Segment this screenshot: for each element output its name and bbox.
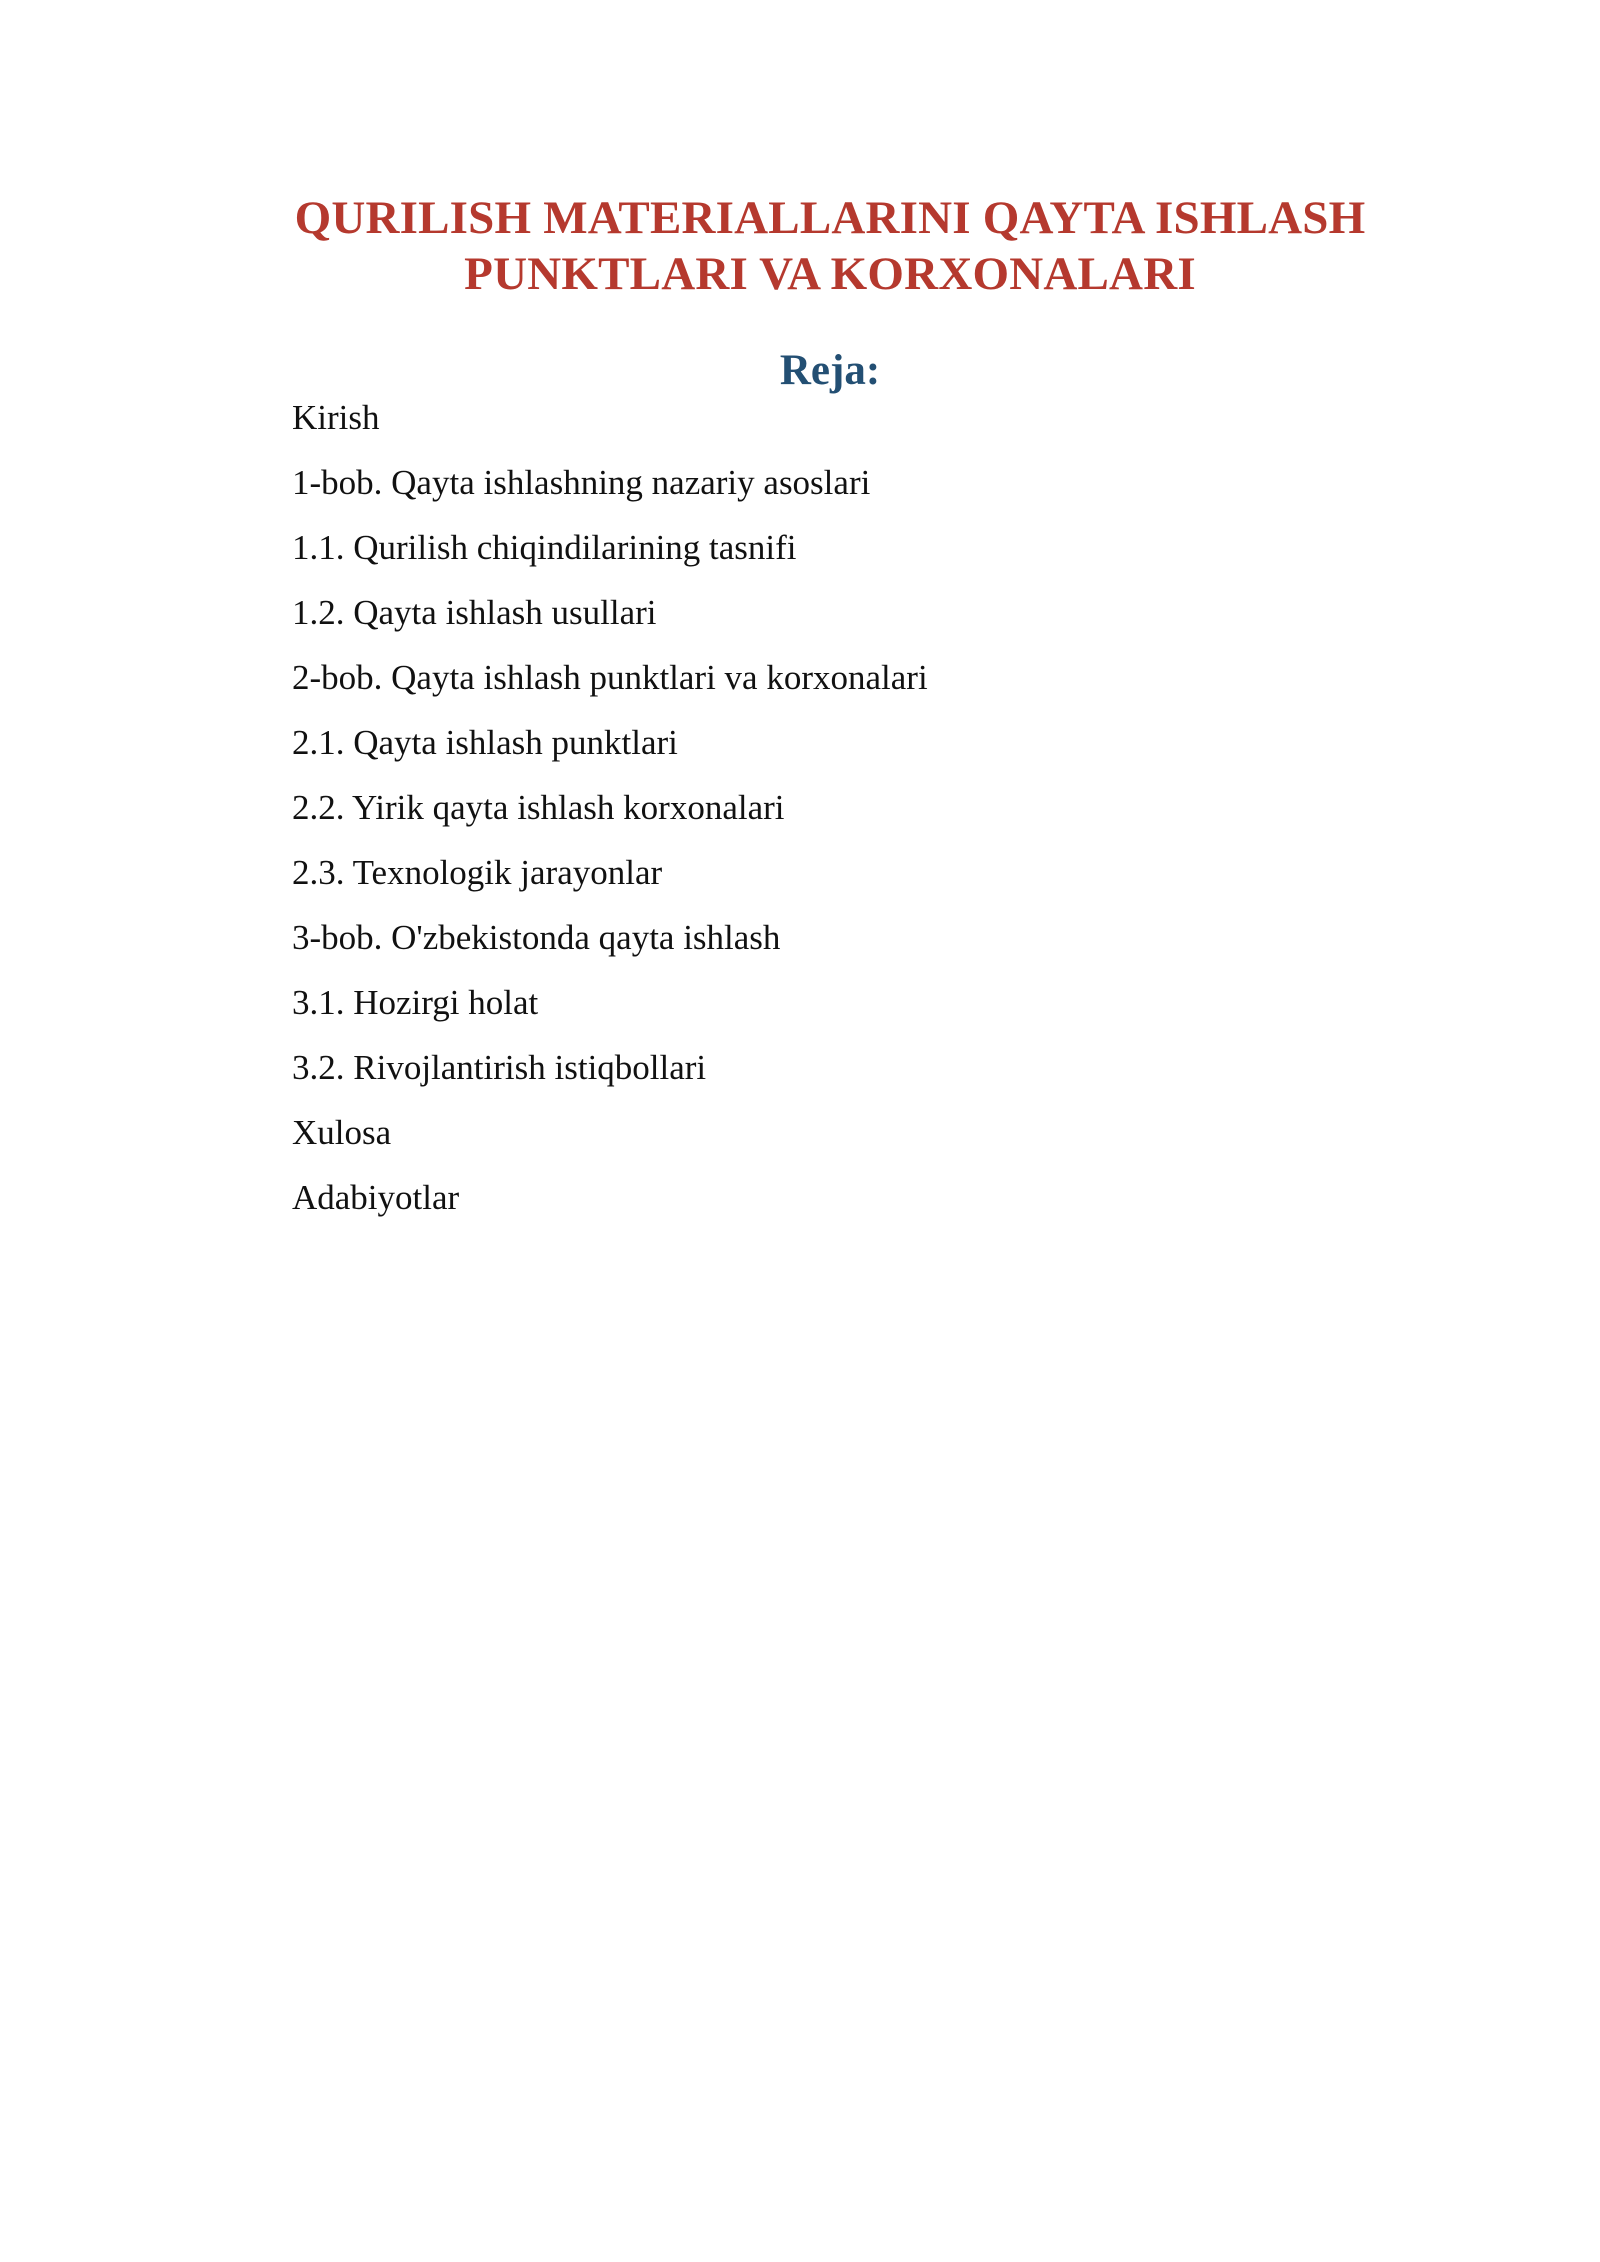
toc-item-section-2-3: 2.3. Texnologik jarayonlar xyxy=(292,853,663,892)
document-title xyxy=(250,190,1410,302)
toc-item-section-1-1: 1.1. Qurilish chiqindilarining tasnifi xyxy=(292,528,797,567)
toc-item-introduction: Kirish xyxy=(292,398,380,437)
plan-heading: Reja: xyxy=(779,347,881,394)
toc-item-chapter-1: 1-bob. Qayta ishlashning nazariy asoslari xyxy=(292,463,871,502)
document-title-line-2: PUNKTLARI VA KORXONALARI xyxy=(464,248,1196,300)
toc-item-conclusion: Xulosa xyxy=(292,1113,392,1152)
toc-item-chapter-2: 2-bob. Qayta ishlash punktlari va korxonalari xyxy=(292,658,928,697)
toc-item-section-1-2: 1.2. Qayta ishlash usullari xyxy=(292,593,657,632)
table-of-contents xyxy=(292,395,928,1240)
toc-item-section-2-2: 2.2. Yirik qayta ishlash korxonalari xyxy=(292,788,785,827)
toc-item-section-3-2: 3.2. Rivojlantirish istiqbollari xyxy=(292,1048,707,1087)
document-title-line-1: QURILISH MATERIALLARINI QAYTA ISHLASH xyxy=(294,192,1366,244)
toc-item-section-2-1: 2.1. Qayta ishlash punktlari xyxy=(292,723,678,762)
toc-item-section-3-1: 3.1. Hozirgi holat xyxy=(292,983,539,1022)
toc-item-chapter-3: 3-bob. O'zbekistonda qayta ishlash xyxy=(292,918,781,957)
toc-item-references: Adabiyotlar xyxy=(292,1178,460,1217)
